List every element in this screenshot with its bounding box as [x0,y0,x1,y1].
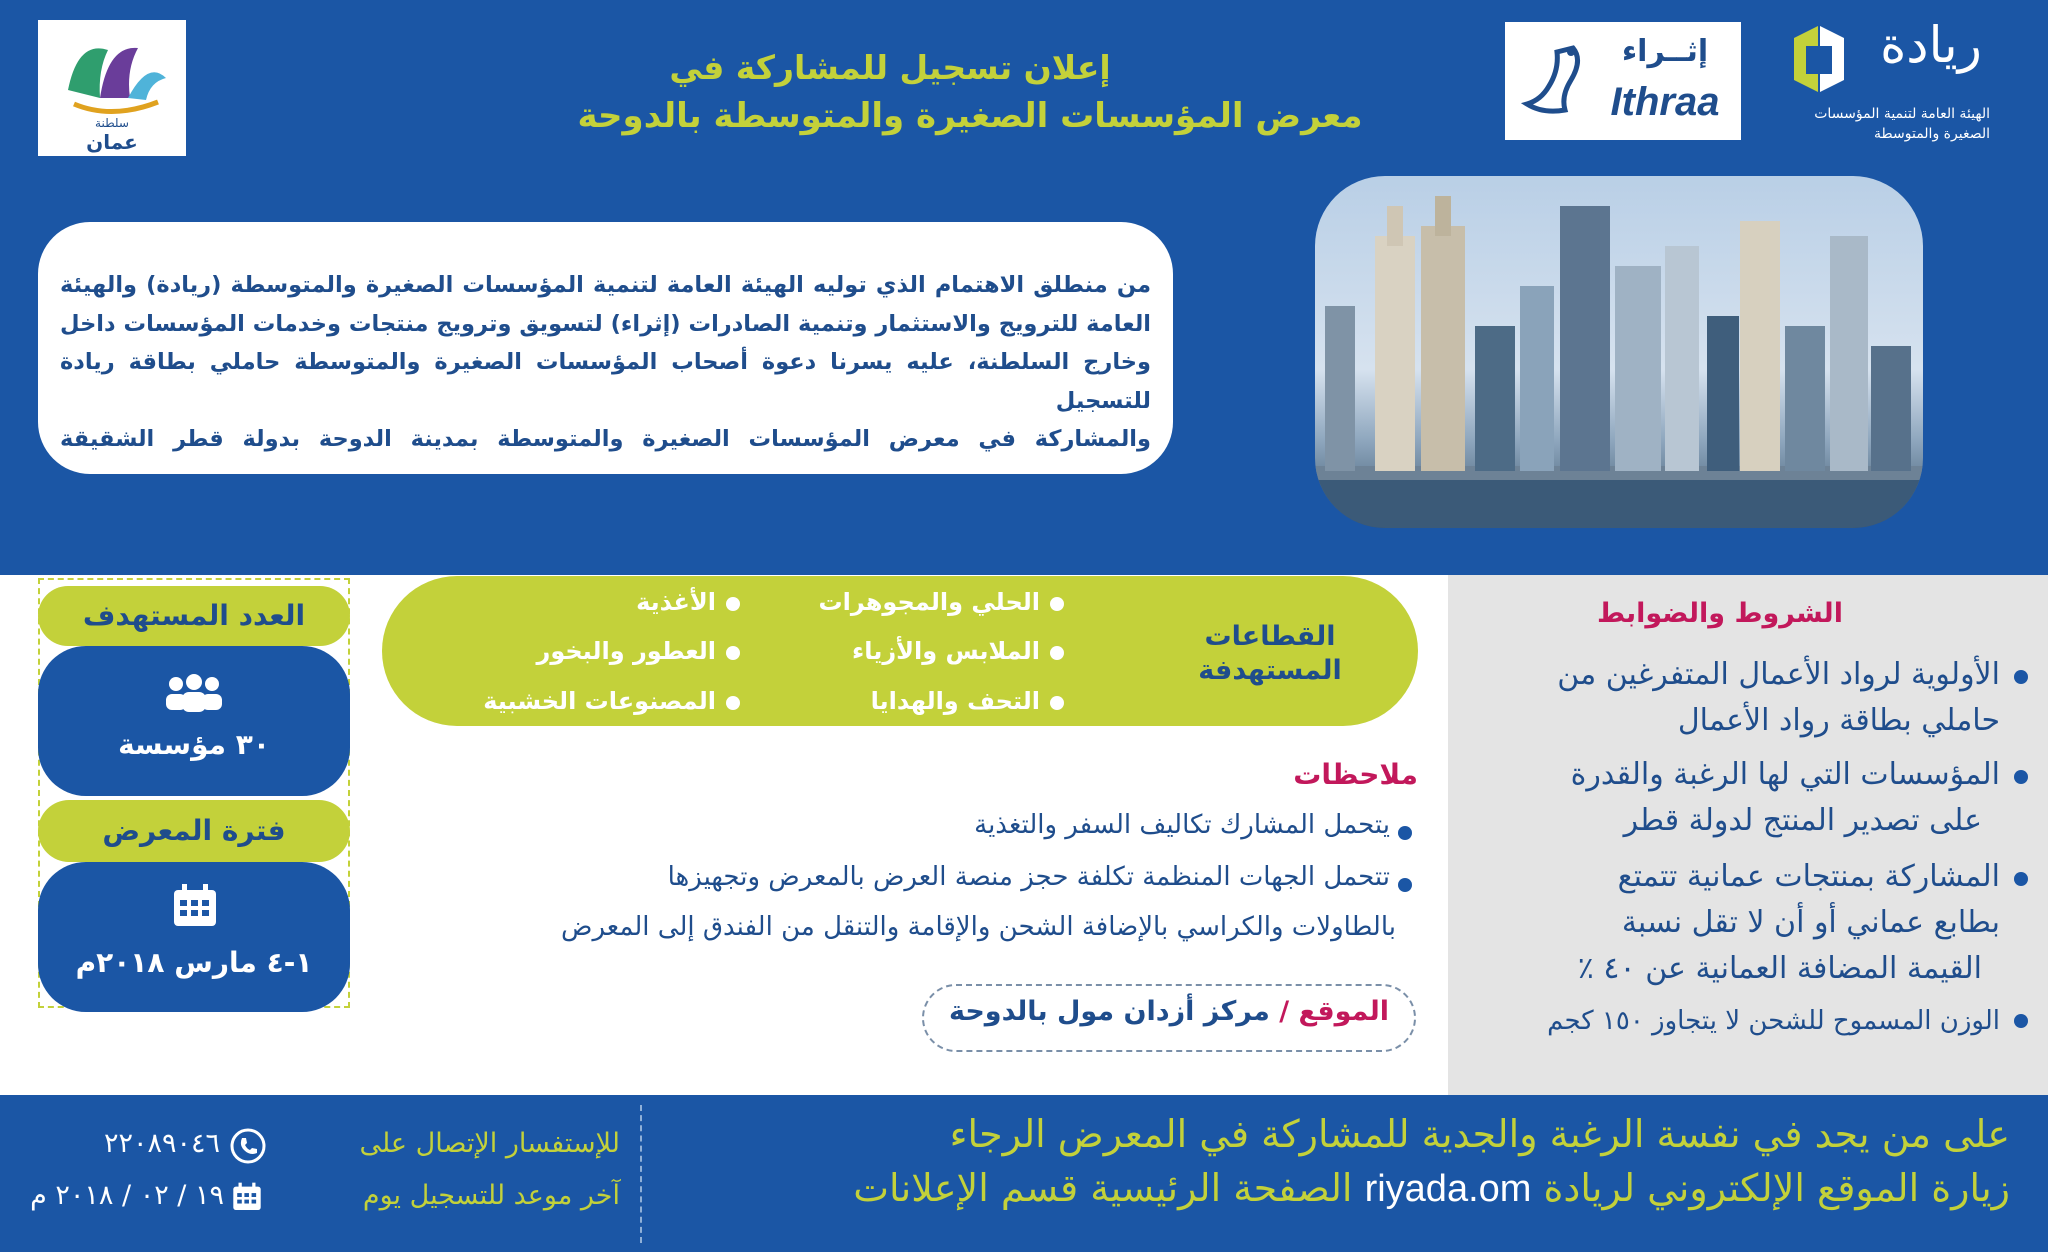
sector-bullet [1050,646,1064,660]
riyada-name: ريادة [1880,16,1982,74]
calendar-icon [172,884,218,928]
exhibition-period-label: فترة المعرض [38,800,350,862]
terms-bullet-2 [2014,770,2028,784]
notes-bullet-1 [1398,826,1412,840]
intro-line-2: العامة للترويج والاستثمار وتنمية الصادرات (إثراء) لتسويق وترويج منتجات وخدمات المؤسسات داخل [60,310,1151,337]
location-text [922,996,1416,1027]
intro-line-3: وخارج السلطنة، عليه يسرنا دعوة أصحاب المؤسسات الصغيرة والمتوسطة حاملي بطاقة ريادة للتسجيل [60,349,1151,414]
terms-item-3-line3: القيمة المضافة العمانية عن ٤٠ ٪ [1577,951,1982,986]
notes-bullet-2 [1398,878,1412,892]
exhibition-period-box [38,862,350,1012]
intro-line-1: من منطلق الاهتمام الذي توليه الهيئة العامة لتنمية المؤسسات الصغيرة والمتوسطة (ريادة) والهيئة [60,272,1151,298]
riyada-logo [1780,18,2010,148]
sector-item: الحلي والمجوهرات [818,588,1040,616]
notes-item-2-line1: تتحمل الجهات المنظمة تكلفة حجز منصة العرض بالمعرض وتجهيزها [667,862,1390,892]
oman-logo [38,20,186,156]
sector-item: الملابس والأزياء [852,637,1040,665]
location-value: مركز أزدان مول بالدوحة [948,996,1270,1027]
notes-title: ملاحظات [1293,758,1418,791]
deadline-label: آخر موعد للتسجيل يوم [362,1180,620,1211]
people-icon [162,674,226,714]
terms-title: الشروط والضوابط [1597,598,1843,629]
inquiry-phone[interactable]: ٢٢٠٨٩٠٤٦ [103,1128,220,1159]
oman-logo-bottom-text: عمان [86,130,138,154]
skyline-illustration [1315,176,1923,528]
intro-card [38,222,1173,474]
sector-item: المصنوعات الخشبية [483,687,716,715]
oman-logo-top-text: سلطنة [95,116,129,130]
target-count-value: ٣٠ مؤسسة [118,728,270,761]
page-title-line2: معرض المؤسسات الصغيرة والمتوسطة بالدوحة [577,96,1363,136]
ithraa-logo [1505,22,1741,140]
sector-bullet [1050,696,1064,710]
target-sectors-label-line1: القطاعات [1204,621,1336,652]
footer-call-line1: على من يجد في نفسة الرغبة والجدية للمشاركة في المعرض الرجاء [949,1112,2010,1156]
intro-line-4: والمشاركة في معرض المؤسسات الصغيرة والمتوسطة بمدينة الدوحة بدولة قطر الشقيقة [60,426,1151,452]
terms-item-3-line1: المشاركة بمنتجات عمانية تتمتع [1617,859,2000,894]
notes-item-1: يتحمل المشارك تكاليف السفر والتغذية [974,810,1390,840]
terms-item-4-line1: الوزن المسموح للشحن لا يتجاوز ١٥٠ كجم [1547,1006,2000,1036]
footer-divider [640,1105,642,1243]
sector-item: العطور والبخور [536,637,716,665]
phone-icon [230,1128,266,1164]
riyada-mark-icon [1786,22,1850,98]
exhibition-period-value: ١-٤ مارس ٢٠١٨م [75,946,313,979]
target-sectors-label [1150,620,1390,688]
location-label: الموقع / [1279,996,1390,1027]
notes-item-2-line2: بالطاولات والكراسي بالإضافة الشحن والإقامة والتنقل من الفندق إلى المعرض [561,912,1396,942]
page-title-line1: إعلان تسجيل للمشاركة في [669,48,1111,87]
deadline-date: ١٩ / ٠٢ / ٢٠١٨ م [30,1180,224,1211]
terms-bullet-4 [2014,1014,2028,1028]
terms-item-2-line2: على تصدير المنتج لدولة قطر [1623,803,1982,838]
riyada-website-link[interactable]: riyada.om [1364,1168,1532,1210]
terms-item-3-line2: بطابع عماني أو أن لا تقل نسبة [1621,905,2000,940]
terms-bullet-3 [2014,872,2028,886]
inquiry-label: للإستفسار الإتصال على [359,1128,620,1159]
doha-skyline-photo [1315,176,1923,528]
riyada-subtitle-1: الهيئة العامة لتنمية المؤسسات [1814,106,1990,122]
target-count-label: العدد المستهدف [38,586,350,646]
ithraa-bird-icon [1513,40,1593,124]
terms-item-1-line2: حاملي بطاقة رواد الأعمال [1677,703,2000,738]
terms-item-2-line1: المؤسسات التي لها الرغبة والقدرة [1570,757,2000,792]
footer-call-line2-post: الصفحة الرئيسية قسم الإعلانات [853,1166,1353,1210]
sector-bullet [726,597,740,611]
riyada-subtitle-2: الصغيرة والمتوسطة [1874,126,1990,142]
terms-bullet-1 [2014,670,2028,684]
sector-bullet [726,696,740,710]
terms-item-1-line1: الأولوية لرواد الأعمال المتفرغين من [1557,657,2000,692]
ithraa-arabic-text: إثــراء [1621,34,1709,69]
footer-call-line2-pre: زيارة الموقع الإلكتروني لريادة [1543,1166,2010,1210]
target-count-box [38,646,350,796]
ithraa-latin-text: Ithraa [1610,80,1720,124]
calendar-icon [232,1182,262,1212]
target-sectors-label-line2: المستهدفة [1198,655,1342,686]
footer-call-line2 [680,1166,2010,1211]
sector-item: التحف والهدايا [870,687,1040,715]
sector-bullet [1050,597,1064,611]
sector-bullet [726,646,740,660]
sector-item: الأغذية [636,588,716,616]
